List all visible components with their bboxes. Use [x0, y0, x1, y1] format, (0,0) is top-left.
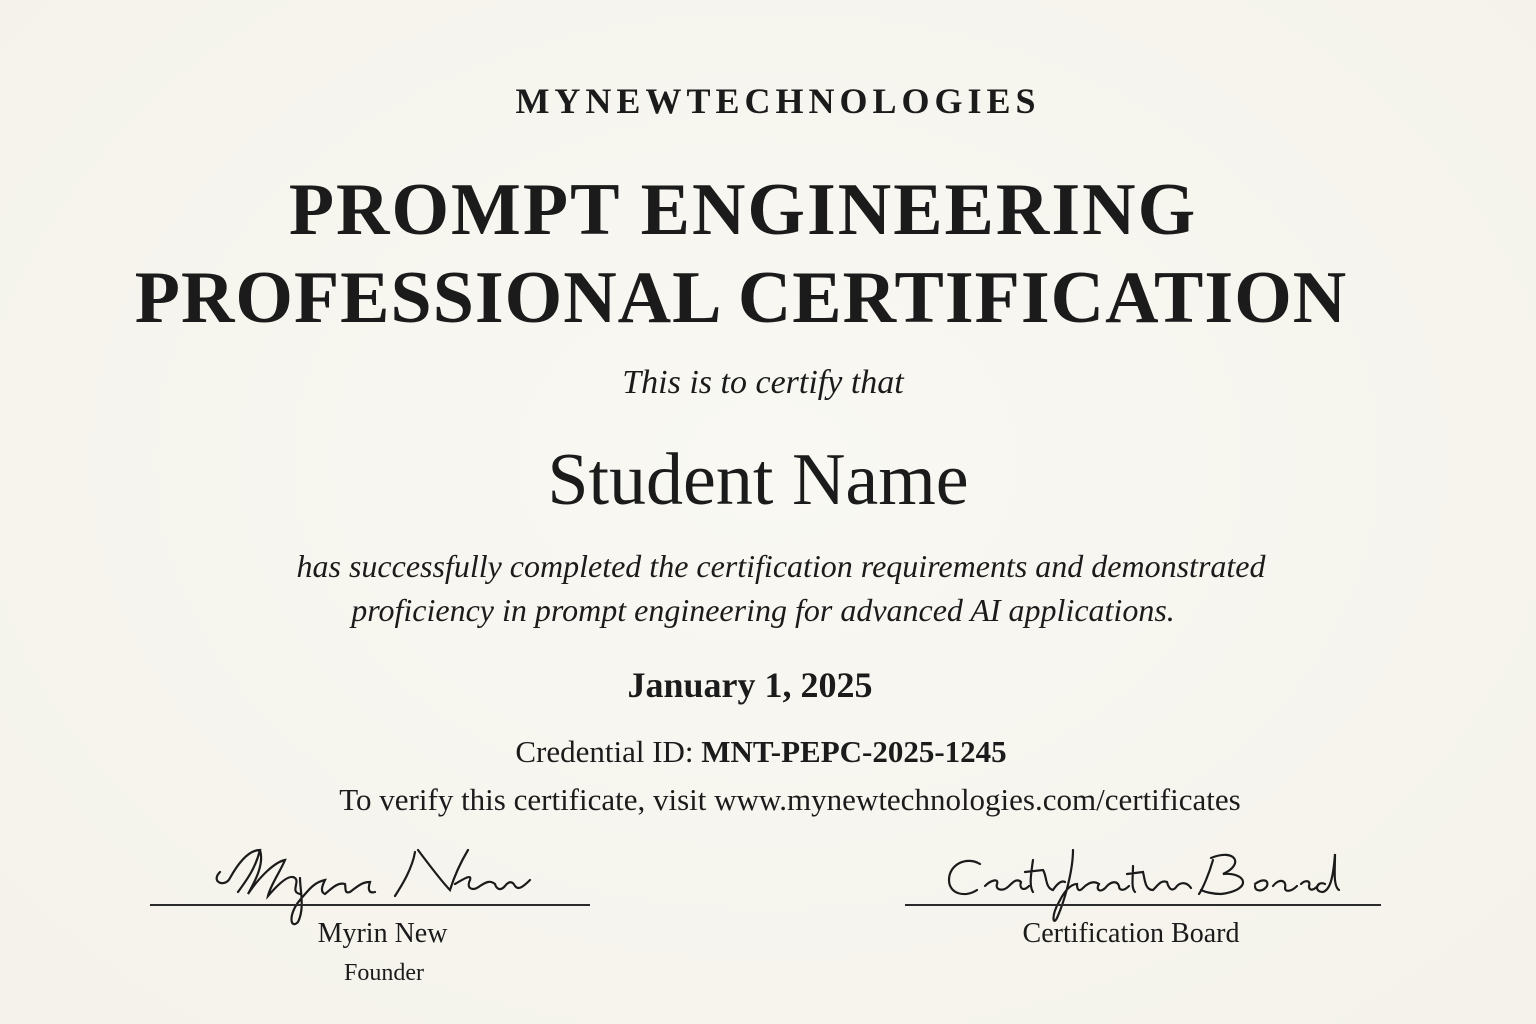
description-line-1: has successfully completed the certification requirements and demonstrated [296, 548, 1266, 584]
founder-role: Founder [344, 960, 424, 986]
credential-id: MNT-PEPC-2025-1245 [701, 734, 1007, 769]
certificate-date: January 1, 2025 [627, 665, 873, 705]
board-name: Certification Board [1022, 918, 1240, 949]
certify-text: This is to certify that [622, 364, 904, 401]
credential-label: Credential ID: [515, 734, 694, 769]
founder-name: Myrin New [317, 918, 448, 949]
board-signature-line [905, 904, 1381, 906]
founder-signature [150, 830, 590, 930]
verify-text: To verify this certificate, visit www.mynewtechnologies.com/certificates [339, 782, 1241, 817]
organization-name: MYNEWTECHNOLOGIES [515, 81, 1041, 121]
student-name: Student Name [547, 439, 969, 521]
credential-row [0, 734, 1529, 770]
description-line-2: proficiency in prompt engineering for advanced AI applications. [351, 592, 1175, 628]
certificate-title-line-1: PROMPT ENGINEERING [288, 169, 1198, 251]
certificate-title-line-2: PROFESSIONAL CERTIFICATION [134, 257, 1348, 339]
board-signature [905, 830, 1381, 930]
founder-signature-line [150, 904, 590, 906]
